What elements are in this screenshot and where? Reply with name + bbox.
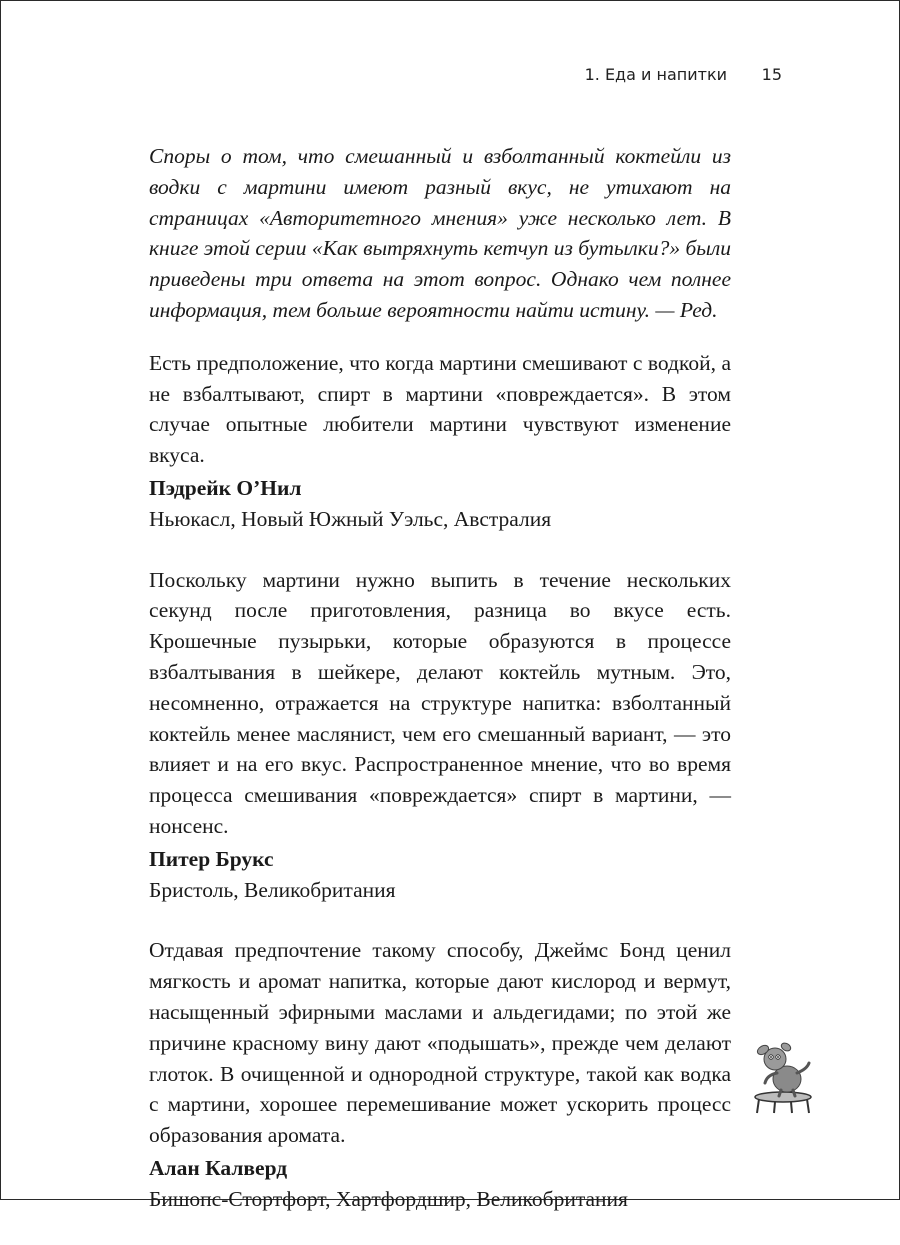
answer-text: Поскольку мартини нужно выпить в течение нескольких секунд после приготовления, разница во вкусе есть. Крошечные пузырьки, которые образуются в процессе взбалтывания в шейкере, делают коктейль мутным. Это, несомненно, отражается на структуре напитка: взболтанный коктейль менее маслянист, чем его смешанный вариант, — это влияет и на его вкус. Распространенное мнение, что во время процесса смешивания «повреждается» спирт в мартини, — нонсенс. <box>149 567 731 838</box>
answer-location: Бишопс-Стортфорт, Хартфордшир, Великобритания <box>149 1186 628 1211</box>
answer-text: Отдавая предпочтение такому способу, Джеймс Бонд ценил мягкость и аромат напитка, которые дают кислород и вермут, насыщенный эфирными маслами и альдегидами; по этой же причине красному вину дают «подышать», прежде чем делают глоток. В очищенной и однородной структуре, такой как водка с мартини, хорошее перемешивание может ускорить процесс образования аромата. <box>149 938 731 1148</box>
page-number: 15 <box>761 65 782 84</box>
answer-text: Есть предположение, что когда мартини смешивают с водкой, а не взбалтывают, спирт в мартини «повреждается». В этом случае опытные любители мартини чувствуют изменение вкуса. <box>149 350 731 468</box>
answer-author: Питер Брукс <box>149 846 274 871</box>
editor-note: Споры о том, что смешанный и взболтанный коктейли из водки с мартини имеют разный вкус, не утихают на страницах «Авторитетного мнения» уже несколько лет. В книге этой серии «Как вытряхнуть кетчуп из бутылки?» были приведены три ответа на этот вопрос. Однако чем полнее информация, тем больше вероятности найти истину. — Ред. <box>149 144 731 322</box>
answer-location: Ньюкасл, Новый Южный Уэльс, Австралия <box>149 506 552 531</box>
trampoline-creature-icon <box>749 1035 817 1115</box>
answer-author: Алан Калверд <box>149 1155 288 1180</box>
answer-author: Пэдрейк О’Нил <box>149 475 302 500</box>
page-body <box>149 141 731 1245</box>
answer-block <box>149 565 731 906</box>
answer-block <box>149 935 731 1214</box>
answer-location: Бристоль, Великобритания <box>149 877 396 902</box>
answer-block <box>149 348 731 535</box>
section-title: 1. Еда и напитки <box>584 65 727 84</box>
